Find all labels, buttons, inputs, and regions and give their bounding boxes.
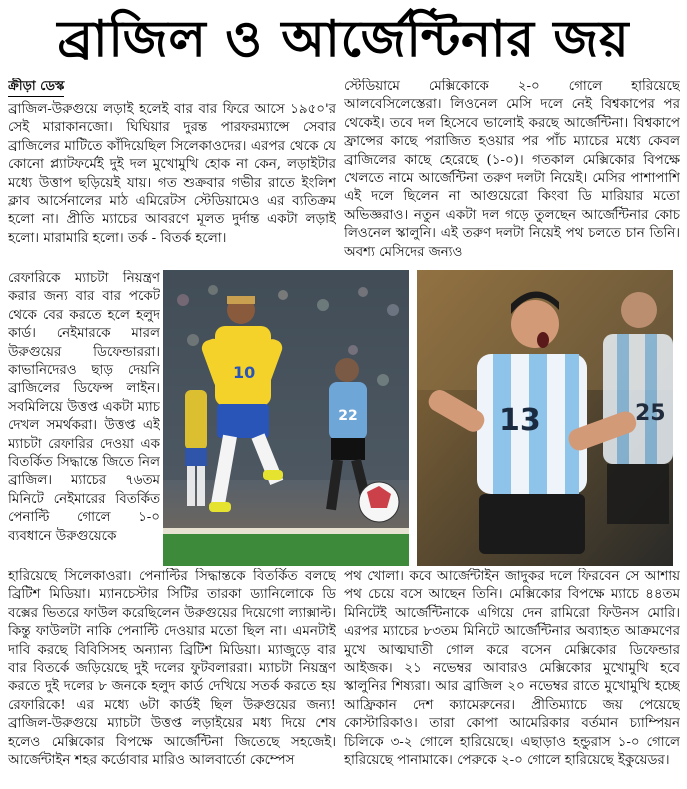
photo-argentina-illustration <box>417 270 673 566</box>
byline: ক্রীড়া ডেস্ক <box>8 78 64 97</box>
main-jersey-number: 13 <box>499 403 541 438</box>
background-jersey-number: 25 <box>635 401 666 426</box>
headline: ব্রাজিল ও আর্জেন্টিনার জয় <box>57 10 630 68</box>
article-col-left-bottom <box>8 568 336 786</box>
photo-argentina-celebration <box>417 270 673 566</box>
photo-neymar-illustration <box>163 270 409 566</box>
article-col-right-bottom <box>344 568 680 786</box>
article-col-left-narrow <box>8 270 160 566</box>
article-text-right-bottom: পথ খোলা। কবে আর্জেন্টাইন জাদুকর দলে ফিরবেন সে আশায় পথ চেয়ে বসে আছেন তিনি। মেক্সিকোর বিপক্ষে ম্যাচে ৪৪তম মিনিটেই আর্জেন্টিনাকে এগিয়ে দেন রামিরো ফিউনস মোরি। এরপর ম্যাচের ৮৩তম মিনিটে আর্জেন্টিনার অব্যাহত আক্রমণের মুখে আত্মঘাতী গোল করে বসেন মেক্সিকোর ডিফেন্ডার আইজক। ২১ নভেম্বর আবারও মেক্সিকোর মুখোমুখি হবে স্কালুনির শিষ্যরা। আর ব্রাজিল ২০ নভেম্বর রাতে মুখোমুখি হচ্ছে আফ্রিকান দেশ ক্যামেরুনের। প্রীতিম্যাচে জয় পেয়েছে কোস্টারিকাও। তারা কোপা আমেরিকার বর্তমান চ্যাম্পিয়ন চিলিকে ৩-২ গোলে হারিয়েছে। এছাড়াও হন্ডুরাস ১-০ গোলে হারিয়েছে পানামাকে। পেরুকে ২-০ গোলে হারিয়েছে ইকুয়েডর। <box>344 569 680 769</box>
article-col-left-top <box>8 78 336 268</box>
article-text-left-bottom: হারিয়েছে সিলেকাওরা। পেনাল্টির সিদ্ধান্তকে বিতর্কিত বলছে ব্রিটিশ মিডিয়া। ম্যানচেস্টার সিটির তারকা ড্যানিলোকে ডি বক্সের ভিতরে ফাউল করেছিলেন উরুগুয়ের দিয়েগো ল্যাক্সাল্ট। কিন্তু ফাউলটা নাকি পেনাল্টি দেওয়ার মতো ছিল না। এমনটাই দাবি করছে বিবিসিসহ অন্যান্য ব্রিটিশ মিডিয়া। ম্যাজুড়ে বার বার বিতর্কে জড়িয়েছে দুই দলের ফুটবলাররা। ম্যাচটা নিয়ন্ত্রণ করতে দুই দলের ৮ জনকে হলুদ কার্ড দেখিয়ে সতর্ক করতে হয় রেফারিকে! এর মধ্যে ৬টা কার্ডই ছিল উরুগুয়ের জন্য! ব্রাজিল-উরুগুয়ে ম্যাচটা উত্তপ্ত লড়াইয়ের মধ্য দিয়ে শেষ হলেও মেক্সিকোর বিপক্ষে আর্জেন্টিনা জিতেছে সহজেই। আর্জেন্টাইন শহর কর্ডোবার মারিও আলবার্তো কেম্পেস <box>8 569 336 769</box>
opponent-jersey-number: 22 <box>338 408 358 424</box>
article-text-left-narrow: রেফারিকে ম্যাচটা নিয়ন্ত্রণ করার জন্য বার বার পকেট থেকে বের করতে হলে হলুদ কার্ড। নেইমারকে মারল উরুগুয়ের ডিফেন্ডাররা। কাভানিদেরও ছাড় দেয়নি ব্রাজিলের ডিফেন্স লাইন। সবমিলিয়ে উত্তপ্ত একটা ম্যাচ দেখল সমর্থকরা। উত্তপ্ত এই ম্যাচটা রেফারির দেওয়া এক বিতর্কিত সিদ্ধান্তে জিতে নিল ব্রাজিল। ম্যাচের ৭৬তম মিনিটে নেইমারের বিতর্কিত পেনাল্টি গোলে ১-০ ব্যবধানে উরুগুয়েকে <box>8 271 160 544</box>
article-text-right-top: স্টেডিয়ামে মেক্সিকোকে ২-০ গোলে হারিয়েছে আলবেসিলেস্তেরা। লিওনেল মেসি দলে নেই বিশ্বকাপের পর থেকেই। তবে দল হিসেবে ভালোই করছে আর্জেন্টিনা। বিশ্বকাপে ফ্রান্সের কাছে পরাজিত হওয়ার পর পাঁচ ম্যাচের মধ্যে কেবল ব্রাজিলের কাছে হেরেছে (১-০)। গতকাল মেক্সিকোর বিপক্ষে খেলতে নামে আর্জেন্টিনা তরুণ দলটা নিয়েই। মেসির পাশাপাশি এই দলে ছিলেন না আগুয়েরো কিংবা ডি মারিয়ার মতো অভিজ্ঞরাও। নতুন একটা দল গড়ে তুলছেন আর্জেন্টিনার কোচ লিওনেল স্কালুনি। এই তরুণ দলটা নিয়েই পথ চলতে চান তিনি। অবশ্য মেসিদের জন্যও <box>344 79 680 260</box>
photo-neymar <box>163 270 409 566</box>
main-jersey-number: 10 <box>233 363 256 382</box>
article-text-left-top: ব্রাজিল-উরুগুয়ে লড়াই হলেই বার বার ফিরে আসে ১৯৫০'র সেই মারাকানজো। ঘিঘিয়ার দুরন্ত পারফরম্যান্সে সেবার ব্রাজিলের মাটিতে কাঁদিয়েছিল সিলেকাওদের। এরপর থেকে যে কোনো প্ল্যাটফর্মেই দুই দল মুখোমুখি হোক না কেন, লড়াইটার মধ্যে উত্তাপ ছড়িয়েই যায়। গত শুক্রবার গভীর রাতে ইংলিশ ক্লাব আর্সেনালের মাঠ এমিরেটস স্টেডিয়ামেও এর ব্যতিক্রম হলো না। প্রীতি ম্যাচের আবরণে মূলত দুর্দান্ত একটা লড়াই হলো। মারামারি হলো। তর্ক - বিতর্ক হলো। <box>8 102 336 246</box>
article-col-right-top <box>344 78 680 268</box>
